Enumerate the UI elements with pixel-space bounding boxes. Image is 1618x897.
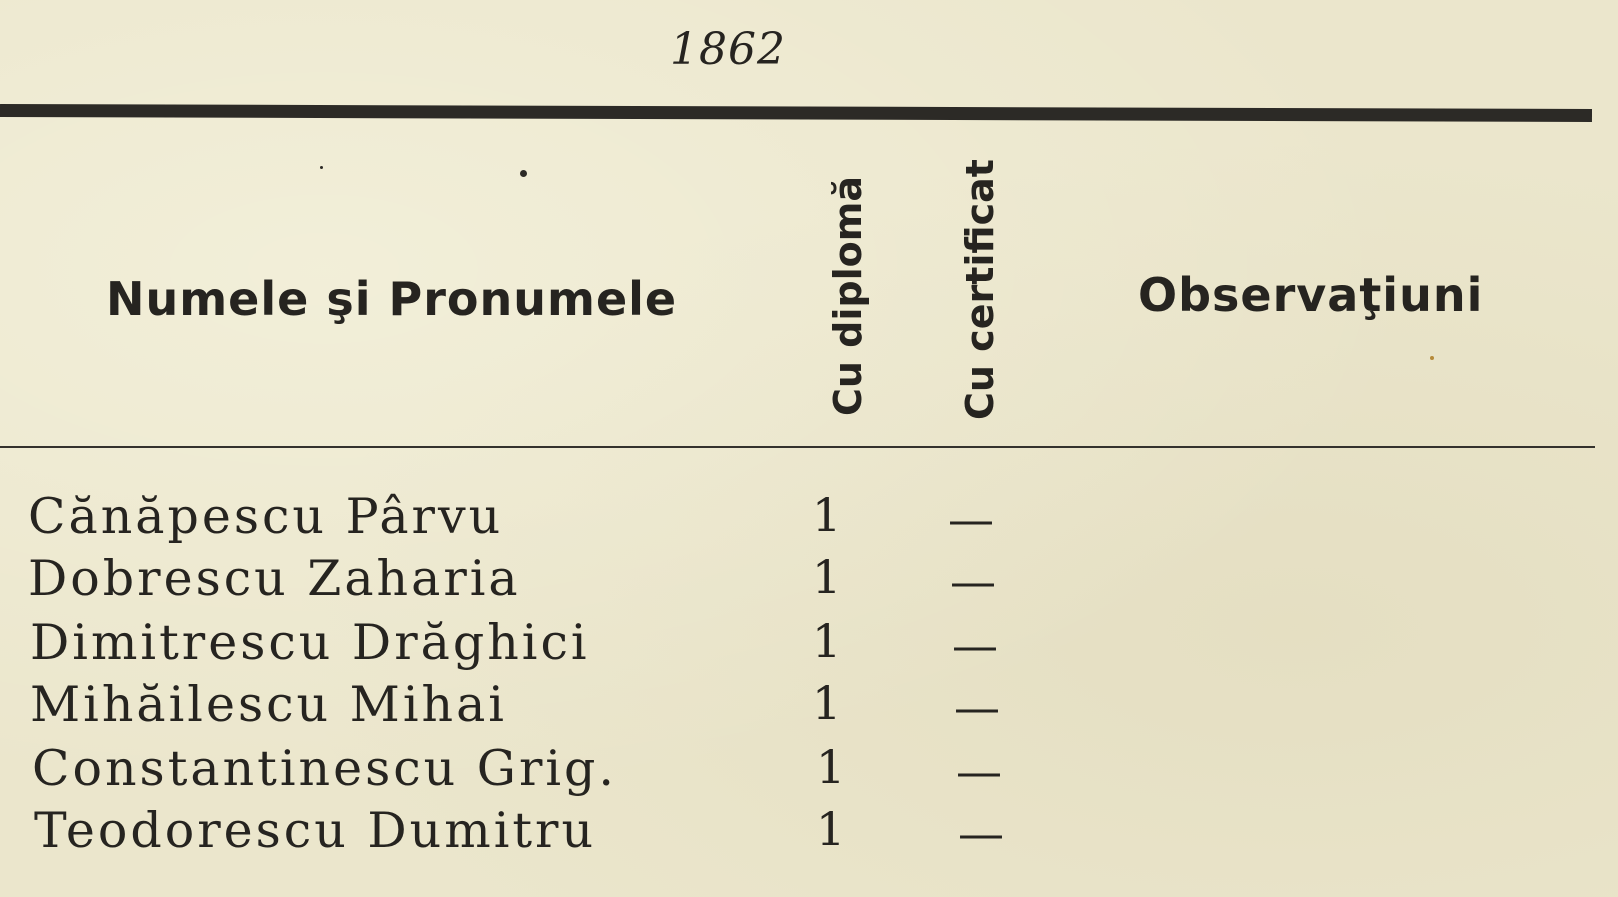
column-header-diploma: Cu diplomă xyxy=(826,176,870,416)
row-diploma-count: 1 xyxy=(812,550,842,604)
paper-speck xyxy=(320,166,323,169)
row-diploma-count: 1 xyxy=(812,676,842,730)
row-certificat-dash: — xyxy=(958,806,1004,860)
row-certificat-dash: — xyxy=(954,680,1000,734)
table-row xyxy=(0,802,1618,866)
row-name: Cănăpescu Pârvu xyxy=(28,488,504,545)
header-top-rule xyxy=(0,104,1592,122)
table-row xyxy=(0,614,1618,678)
paper-speck xyxy=(520,170,527,177)
row-diploma-count: 1 xyxy=(812,614,842,668)
row-diploma-count: 1 xyxy=(812,488,842,542)
row-certificat-dash: — xyxy=(948,492,994,546)
row-name: Mihăilescu Mihai xyxy=(30,676,507,733)
column-header-name: Numele şi Pronumele xyxy=(106,272,678,326)
column-header-observations: Observaţiuni xyxy=(1138,268,1484,322)
row-name: Constantinescu Grig. xyxy=(32,740,617,797)
page-year-heading: 1862 xyxy=(670,24,786,75)
table-row xyxy=(0,740,1618,804)
column-header-certificat: Cu certificat xyxy=(958,159,1002,420)
row-certificat-dash: — xyxy=(952,618,998,672)
paper-speck xyxy=(1430,356,1434,360)
row-diploma-count: 1 xyxy=(816,740,846,794)
row-name: Dimitrescu Drăghici xyxy=(30,614,590,671)
header-bottom-rule xyxy=(0,446,1595,448)
row-diploma-count: 1 xyxy=(816,802,846,856)
table-row xyxy=(0,676,1618,740)
row-certificat-dash: — xyxy=(956,744,1002,798)
table-row xyxy=(0,550,1618,614)
row-name: Dobrescu Zaharia xyxy=(28,550,521,607)
row-certificat-dash: — xyxy=(950,554,996,608)
table-row xyxy=(0,488,1618,552)
row-name: Teodorescu Dumitru xyxy=(34,802,597,859)
